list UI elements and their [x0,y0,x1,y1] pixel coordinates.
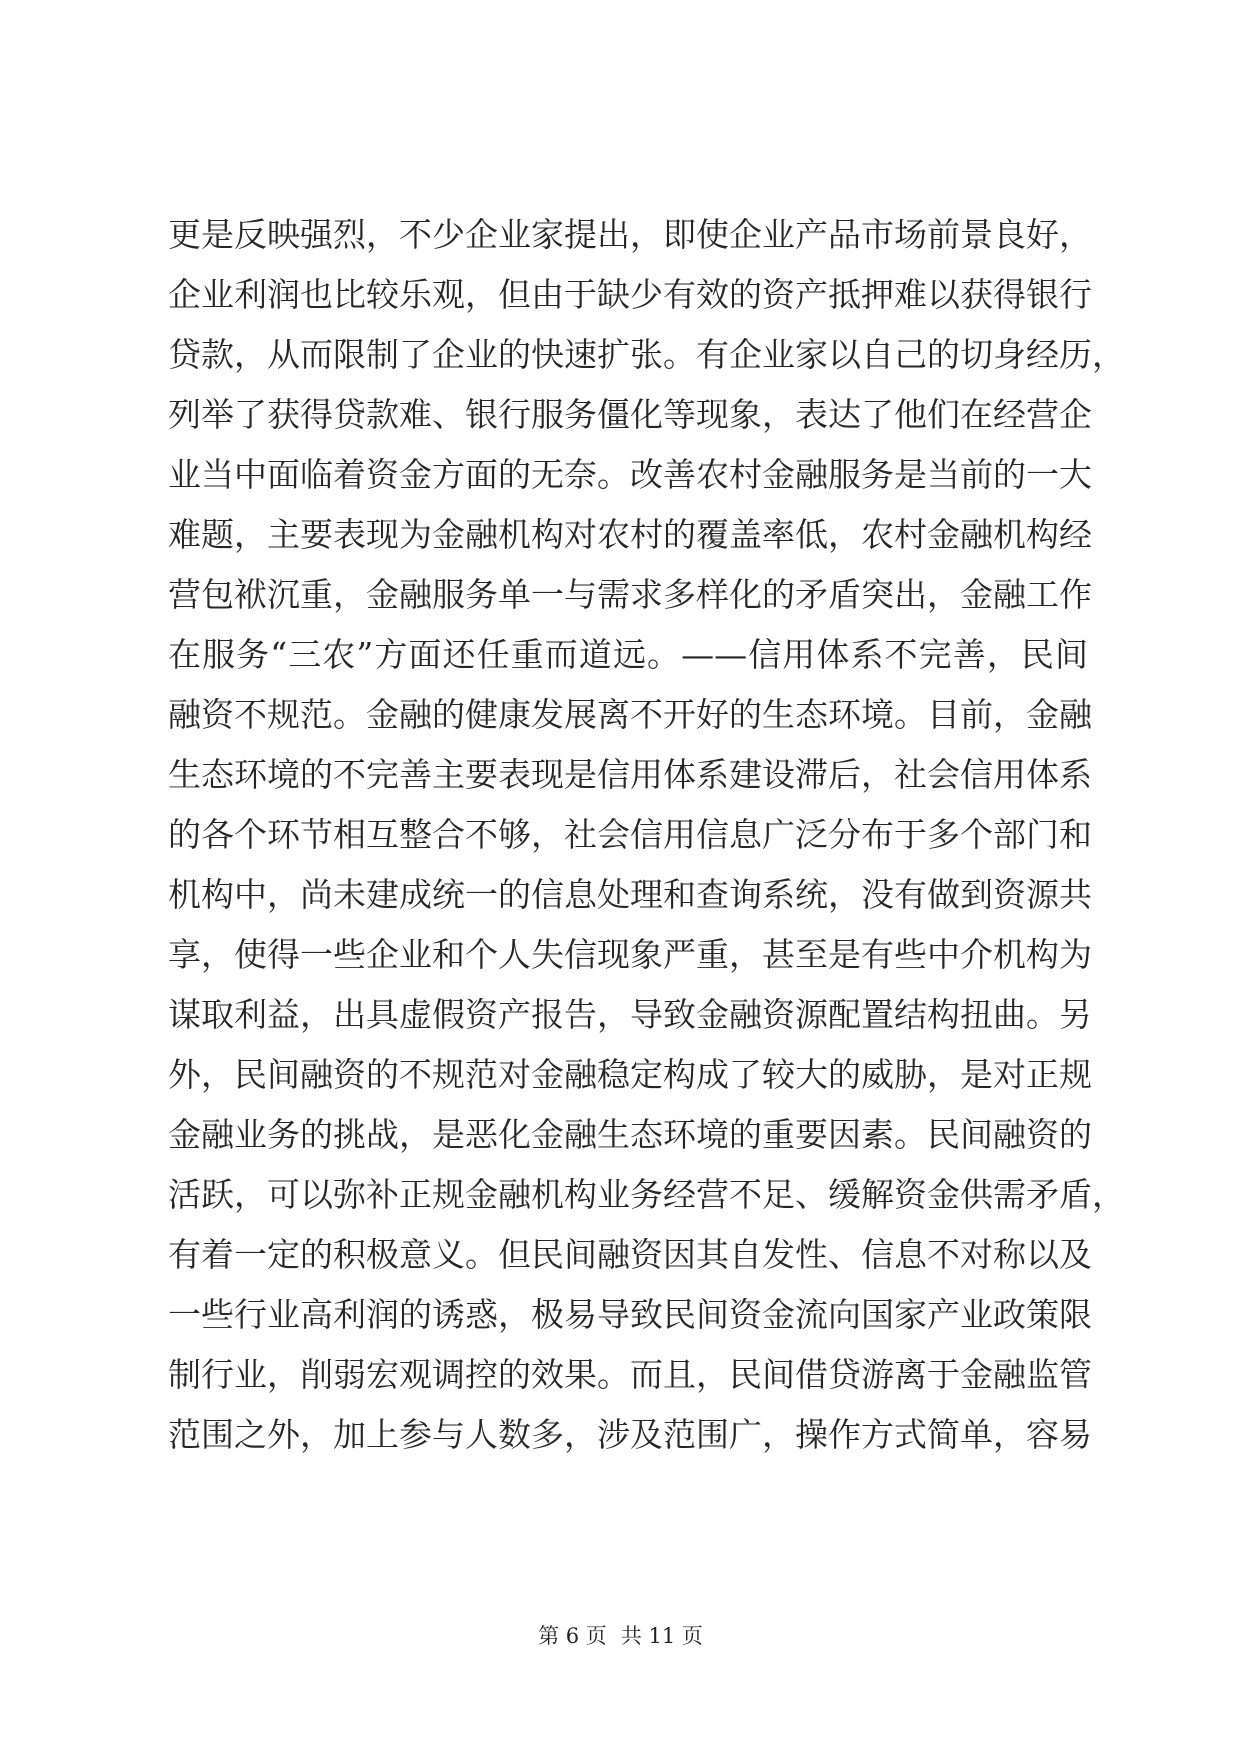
text-line: 贷款，从而限制了企业的快速扩张。有企业家以自己的切身经历， [168,335,1125,374]
text-line: 融资不规范。金融的健康发展离不开好的生态环境。目前，金融 [168,695,1092,734]
text-line: 业当中面临着资金方面的无奈。改善农村金融服务是当前的一大 [168,455,1092,494]
text-line: 外，民间融资的不规范对金融稳定构成了较大的威胁，是对正规 [168,1055,1092,1094]
text-line: 活跃，可以弥补正规金融机构业务经营不足、缓解资金供需矛盾， [168,1175,1125,1214]
page-footer [0,1620,1241,1650]
text-line: 机构中，尚未建成统一的信息处理和查询系统，没有做到资源共 [168,875,1092,914]
text-line: 更是反映强烈，不少企业家提出，即使企业产品市场前景良好， [168,215,1092,254]
text-line: 在服务“三农”方面还任重而道远。——信用体系不完善，民间 [168,635,1088,674]
page-number: 第 6 页 [538,1624,607,1648]
text-line: 企业利润也比较乐观，但由于缺少有效的资产抵押难以获得银行 [168,275,1092,314]
text-line: 一些行业高利润的诱惑，极易导致民间资金流向国家产业政策限 [168,1295,1092,1334]
text-line: 谋取利益，出具虚假资产报告，导致金融资源配置结构扭曲。另 [168,995,1092,1034]
text-line: 生态环境的不完善主要表现是信用体系建设滞后，社会信用体系 [168,755,1092,794]
text-line: 享，使得一些企业和个人失信现象严重，甚至是有些中介机构为 [168,935,1092,974]
text-line: 列举了获得贷款难、银行服务僵化等现象，表达了他们在经营企 [168,395,1092,434]
text-line: 营包袱沉重，金融服务单一与需求多样化的矛盾突出，金融工作 [168,575,1092,614]
text-line: 金融业务的挑战，是恶化金融生态环境的重要因素。民间融资的 [168,1115,1092,1154]
page-total: 共 11 页 [620,1624,703,1648]
text-line: 范围之外，加上参与人数多，涉及范围广，操作方式简单，容易 [168,1415,1092,1454]
text-line: 难题，主要表现为金融机构对农村的覆盖率低，农村金融机构经 [168,515,1092,554]
text-line: 的各个环节相互整合不够，社会信用信息广泛分布于多个部门和 [168,815,1092,854]
body-text [168,205,1125,1465]
text-line: 制行业，削弱宏观调控的效果。而且，民间借贷游离于金融监管 [168,1355,1092,1394]
text-line: 有着一定的积极意义。但民间融资因其自发性、信息不对称以及 [168,1235,1092,1274]
